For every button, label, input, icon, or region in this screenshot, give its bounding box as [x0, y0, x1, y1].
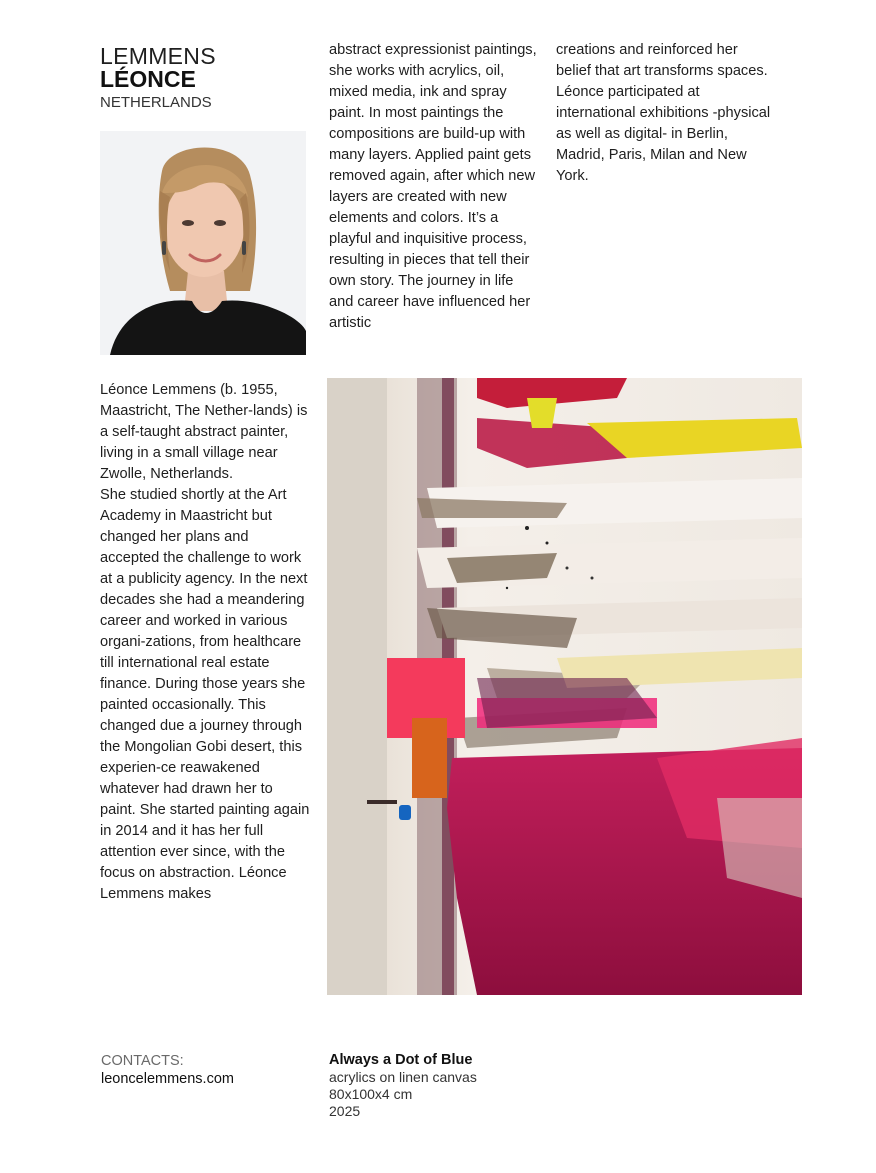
artist-portrait — [100, 131, 306, 355]
bio-column-left — [100, 380, 310, 905]
artwork-caption — [329, 1052, 477, 1120]
bio-column-middle — [329, 40, 539, 334]
bio-paragraph: abstract expressionist paintings, she works with acrylics, oil, mixed media, ink and spray paint. In most paintings the compositions are build-up with many layers. Applied paint gets removed again, after which new layers are created with new elements and colors. It’s a playful and inquisitive process, resulting in pieces that tell their own story. The journey in life and career have influenced her artistic — [329, 42, 537, 331]
bio-paragraph: She studied shortly at the Art Academy in Maastricht but changed her plans and accepted the challenge to work at a publicity agency. In the next decades she had a meandering career and worked in various organi-zations, from healthcare till international real estate finance. During those years she painted occasionally. This changed due a journey through the Mongolian Gobi desert, this experien-ce reawakened whatever had drawn her to paint. She started painting again in 2014 and it has her full attention ever since, with the focus on abstraction. Léonce Lemmens makes — [100, 487, 310, 902]
artist-first-name: LÉONCE — [100, 66, 196, 92]
artwork-year: 2025 — [329, 1103, 361, 1119]
artwork-size: 80x100x4 cm — [329, 1086, 413, 1102]
bio-paragraph: creations and reinforced her belief that art transforms spaces. — [556, 42, 768, 79]
artist-country: NETHERLANDS — [100, 94, 212, 111]
abstract-painting — [327, 378, 802, 995]
artwork-title: Always a Dot of Blue — [329, 1052, 473, 1068]
bio-column-right — [556, 40, 771, 187]
portrait-illustration — [100, 131, 306, 355]
artwork-image — [327, 378, 802, 995]
artwork-medium: acrylics on linen canvas — [329, 1069, 477, 1085]
contacts-label: CONTACTS: — [101, 1053, 184, 1069]
bio-paragraph: Léonce Lemmens (b. 1955, Maastricht, The Nether-lands) is a self-taught abstract painter, living in a small village near Zwolle, Netherlands. — [100, 382, 308, 482]
bio-paragraph: Léonce participated at international exhibitions -physical as well as digital- in Berlin, Madrid, Paris, Milan and New York. — [556, 84, 771, 184]
website-link[interactable]: leoncelemmens.com — [101, 1071, 234, 1087]
artist-last-name: LEMMENS — [100, 43, 216, 69]
